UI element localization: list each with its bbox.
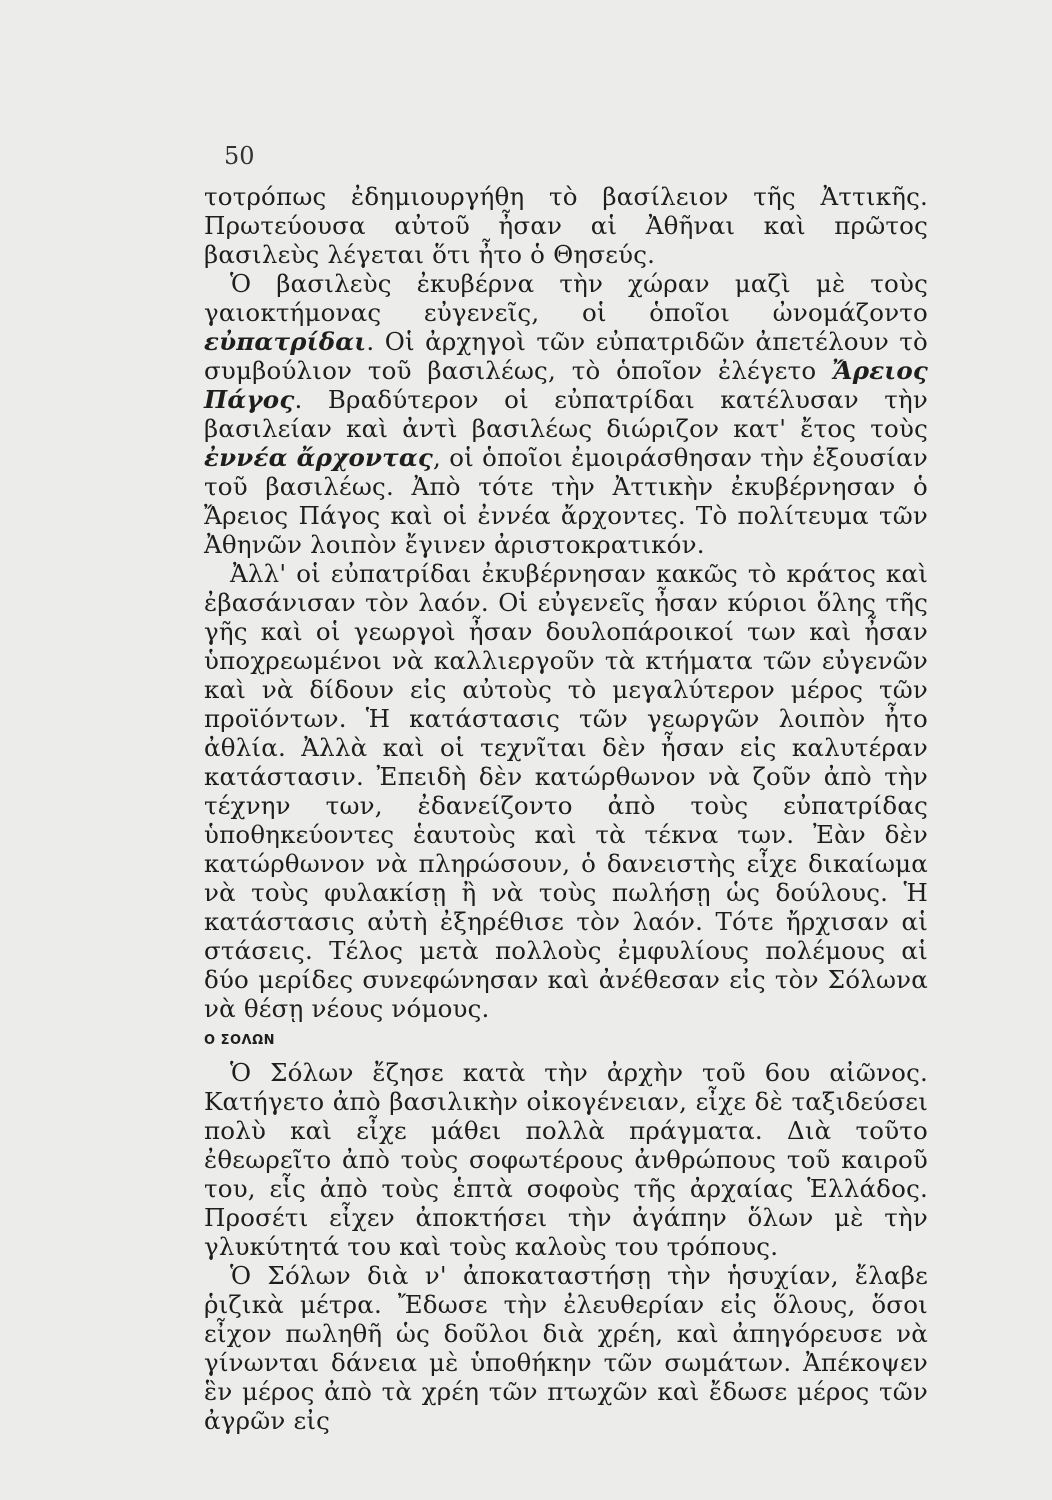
term-ennea-archontas: ἐννέα ἄρχοντας [204, 443, 434, 472]
section-heading-solon: Ο ΣΟΛΩΝ [204, 1033, 276, 1048]
page-number: 50 [224, 142, 255, 170]
paragraph-2 [204, 269, 928, 559]
paragraph-2-part-a: Ὁ βασιλεὺς ἐκυβέρνα τὴν χώραν μαζὶ μὲ τοὺς γαιοκτήμονας εὐγενεῖς, οἱ ὁποῖοι ὠνομάζοντο [204, 269, 928, 327]
paragraph-2-part-c: . Οἱ ἀρχηγοὶ τῶν εὐπατριδῶν ἀπετέλουν τὸ συμβούλιον τοῦ βασιλέως, τὸ ὁποῖον ἐλέγετο [204, 327, 928, 385]
paragraph-2-part-e: . Βραδύτερον οἱ εὐπατρίδαι κατέλυσαν τὴν βασιλείαν καὶ ἀντὶ βασιλέως διώριζον κατ' ἔτος τοὺς [204, 385, 928, 443]
paragraph-5: Ὁ Σόλων διὰ ν' ἀποκαταστήσῃ τὴν ἡσυχίαν, ἔλαβε ῥιζικὰ μέτρα. Ἔδωσε τὴν ἐλευθερίαν εἰς ὅλους, ὅσοι εἶχον πωληθῆ ὡς δοῦλοι διὰ χρέη, καὶ ἀπηγόρευσε νὰ γίνωνται δάνεια μὲ ὑποθήκην τῶν σωμάτων. Ἀπέκοψεν ἓν μέρος ἀπὸ τὰ χρέη τῶν πτωχῶν καὶ ἔδωσε μέρος τῶν ἀγρῶν εἰς [204, 1261, 928, 1435]
paragraph-3: Ἀλλ' οἱ εὐπατρίδαι ἐκυβέρνησαν κακῶς τὸ κράτος καὶ ἐβασάνισαν τὸν λαόν. Οἱ εὐγενεῖς ἦσαν κύριοι ὅλης τῆς γῆς καὶ οἱ γεωργοὶ ἦσαν δουλοπάροικοί των καὶ ἦσαν ὑποχρεωμένοι νὰ καλλιεργοῦν τὰ κτήματα τῶν εὐγενῶν καὶ νὰ δίδουν εἰς αὐτοὺς τὸ μεγαλύτερον μέρος τῶν προϊόντων. Ἡ κατάστασις τῶν γεωργῶν λοιπὸν ἦτο ἀθλία. Ἀλλὰ καὶ οἱ τεχνῖται δὲν ἦσαν εἰς καλυτέραν κατάστασιν. Ἐπειδὴ δὲν κατώρθωνον νὰ ζοῦν ἀπὸ τὴν τέχνην των, ἐδανείζοντο ἀπὸ τοὺς εὐπατρίδας ὑποθηκεύοντες ἑαυτοὺς καὶ τὰ τέκνα των. Ἐὰν δὲν κατώρθωνον νὰ πληρώσουν, ὁ δανειστὴς εἶχε δικαίωμα νὰ τοὺς φυλακίσῃ ἢ νὰ τοὺς πωλήσῃ ὡς δούλους. Ἡ κατάστασις αὐτὴ ἐξηρέθισε τὸν λαόν. Τότε ἤρχισαν αἱ στάσεις. Τέλος μετὰ πολλοὺς ἐμφυλίους πολέμους αἱ δύο μερίδες συνεφώνησαν καὶ ἀνέθεσαν εἰς τὸν Σόλωνα νὰ θέσῃ νέους νόμους. [204, 559, 928, 1023]
paragraph-1: τοτρόπως ἐδημιουργήθη τὸ βασίλειον τῆς Ἀττικῆς. Πρωτεύουσα αὐτοῦ ἦσαν αἱ Ἀθῆναι καὶ πρῶτος βασιλεὺς λέγεται ὅτι ἦτο ὁ Θησεύς. [204, 182, 928, 269]
paragraph-4: Ὁ Σόλων ἔζησε κατὰ τὴν ἀρχὴν τοῦ 6ου αἰῶνος. Κατήγετο ἀπὸ βασιλικὴν οἰκογένειαν, εἶχε δὲ ταξιδεύσει πολὺ καὶ εἶχε μάθει πολλὰ πράγματα. Διὰ τοῦτο ἐθεωρεῖτο ἀπὸ τοὺς σοφωτέρους ἀνθρώπους τοῦ καιροῦ του, εἷς ἀπὸ τοὺς ἑπτὰ σοφοὺς τῆς ἀρχαίας Ἑλλάδος. Προσέτι εἶχεν ἀποκτήσει τὴν ἀγάπην ὅλων μὲ τὴν γλυκύτητά του καὶ τοὺς καλοὺς του τρόπους. [204, 1058, 928, 1261]
term-eupatridai: εὐπατρίδαι [204, 327, 367, 356]
paragraph-2-part-g: , οἱ ὁποῖοι ἐμοιράσθησαν τὴν ἐξουσίαν τοῦ βασιλέως. Ἀπὸ τότε τὴν Ἀττικὴν ἐκυβέρνησαν ὁ Ἄρειος Πάγος καὶ οἱ ἐννέα ἄρχοντες. Τὸ πολίτευμα τῶν Ἀθηνῶν λοιπὸν ἔγινεν ἀριστοκρατικόν. [204, 443, 929, 559]
body-text [204, 182, 928, 1435]
term-areios-pagos: Ἄρειος Πάγος [204, 356, 928, 414]
